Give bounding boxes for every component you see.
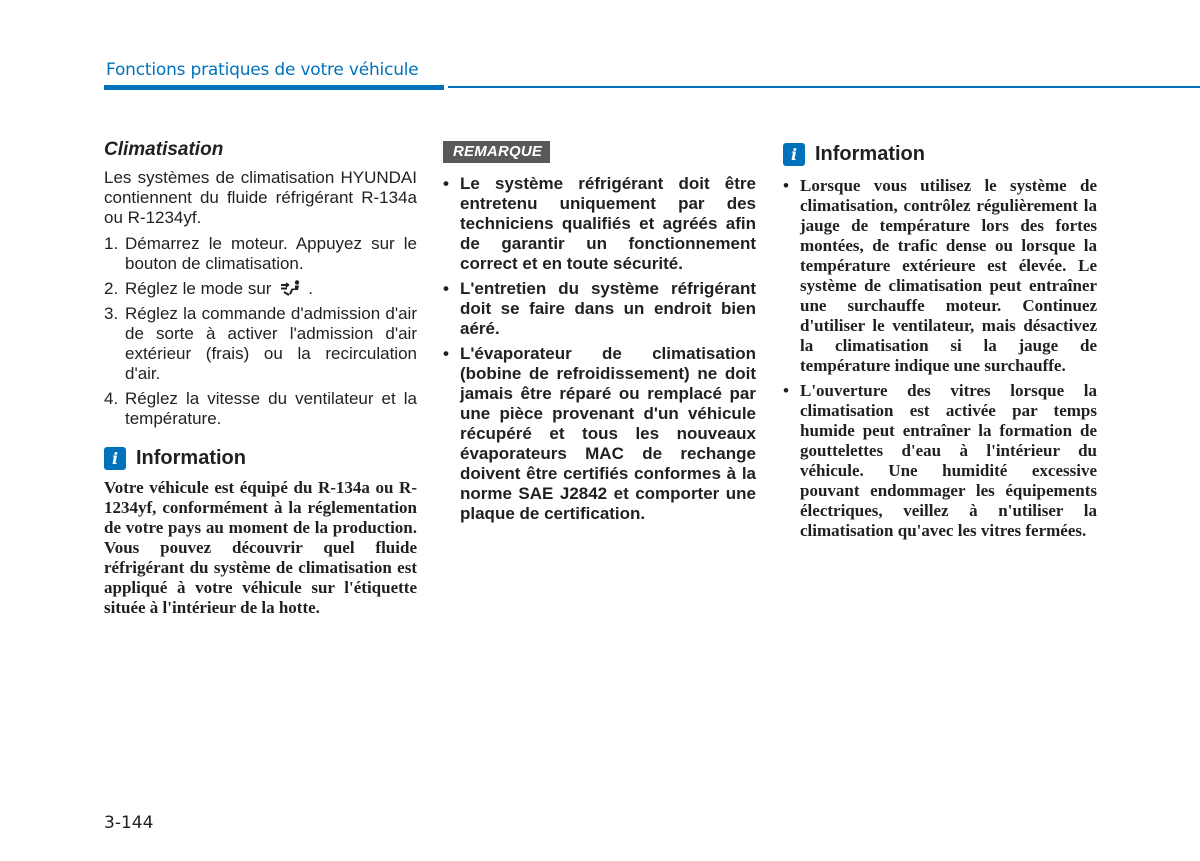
bullet-icon: • [783, 176, 789, 195]
step-text: Réglez la vitesse du ventilateur et la température. [125, 389, 417, 428]
info-box-header [104, 447, 417, 470]
section-header-title: Fonctions pratiques de votre véhicule [106, 60, 419, 80]
header-rule-thick [104, 85, 444, 90]
remarque-list [443, 174, 756, 524]
step-number: 1. [104, 234, 119, 253]
steps-list [104, 234, 417, 429]
bullet-icon: • [443, 279, 449, 298]
header-rule-thin [448, 86, 1200, 88]
info-icon: i [783, 143, 805, 166]
step-text: Réglez le mode sur [125, 279, 272, 298]
step-item [104, 279, 417, 299]
step-number: 2. [104, 279, 119, 298]
list-item-text: L'évaporateur de climatisation (bobine de refroidissement) ne doit jamais être réparé ou remplacé par une pièce provenant d'un véhicule récupéré et tous les nouveaux évaporateurs MAC de rechange doivent être certifiés conformes à la norme SAE J2842 et comporter une plaque de certification. [460, 344, 756, 523]
list-item [783, 176, 1097, 376]
step-text: Réglez la commande d'admission d'air de sorte à activer l'admission d'air extérieur (frais) ou la recirculation d'air. [125, 304, 417, 383]
step-number: 3. [104, 304, 119, 323]
list-item-text: Le système réfrigérant doit être entretenu uniquement par des techniciens qualifiés et agréés afin de garantir un fonctionnement correct et en toute sécurité. [460, 174, 756, 273]
list-item [443, 344, 756, 524]
list-item [783, 381, 1097, 541]
step-item [104, 389, 417, 429]
bullet-icon: • [443, 174, 449, 193]
info-title: Information [815, 143, 925, 165]
list-item-text: Lorsque vous utilisez le système de climatisation, contrôlez régulièrement la jauge de température lors des fortes montées, de trafic dense ou lorsque la température extérieure est élevée. Le système de climatisation peut entraîner une surchauffe moteur. Continuez d'utiliser le ventilateur, mais désactivez la climatisation si la jauge de température indique une surchauffe. [800, 176, 1097, 375]
remarque-label: REMARQUE [443, 141, 550, 163]
step-item [104, 234, 417, 274]
info-box-header [783, 143, 1097, 166]
intro-paragraph: Les systèmes de climatisation HYUNDAI contiennent du fluide réfrigérant R-134a ou R-1234yf. [104, 168, 417, 227]
column-middle [443, 138, 756, 529]
bullet-icon: • [443, 344, 449, 363]
column-left [104, 138, 417, 618]
list-item-text: L'entretien du système réfrigérant doit se faire dans un endroit bien aéré. [460, 279, 756, 338]
info-title: Information [136, 447, 246, 469]
section-heading-climatisation: Climatisation [104, 139, 224, 160]
step-number: 4. [104, 389, 119, 408]
list-item [443, 279, 756, 339]
info-body: Votre véhicule est équipé du R-134a ou R-1234yf, conformément à la réglementation de votre pays au moment de la production. Vous pouvez découvrir quel fluide réfrigérant du système de climatisation est appliqué à votre véhicule sur l'étiquette située à l'intérieur de la hotte. [104, 478, 417, 617]
step-item [104, 304, 417, 384]
column-right [783, 138, 1097, 546]
list-item-text: L'ouverture des vitres lorsque la climatisation est activée par temps humide peut entraîner la formation de gouttelettes d'eau à l'intérieur du véhicule. Une humidité excessive pouvant endommager les équipements électriques, veillez à n'utiliser la climatisation qu'avec les vitres fermées. [800, 381, 1097, 540]
floor-vent-mode-icon [280, 280, 302, 296]
step-text-suffix: . [308, 279, 313, 298]
page-number: 3-144 [104, 813, 154, 833]
info-list [783, 176, 1097, 541]
info-icon: i [104, 447, 126, 470]
bullet-icon: • [783, 381, 789, 400]
step-text: Démarrez le moteur. Appuyez sur le bouton de climatisation. [125, 234, 417, 273]
list-item [443, 174, 756, 274]
